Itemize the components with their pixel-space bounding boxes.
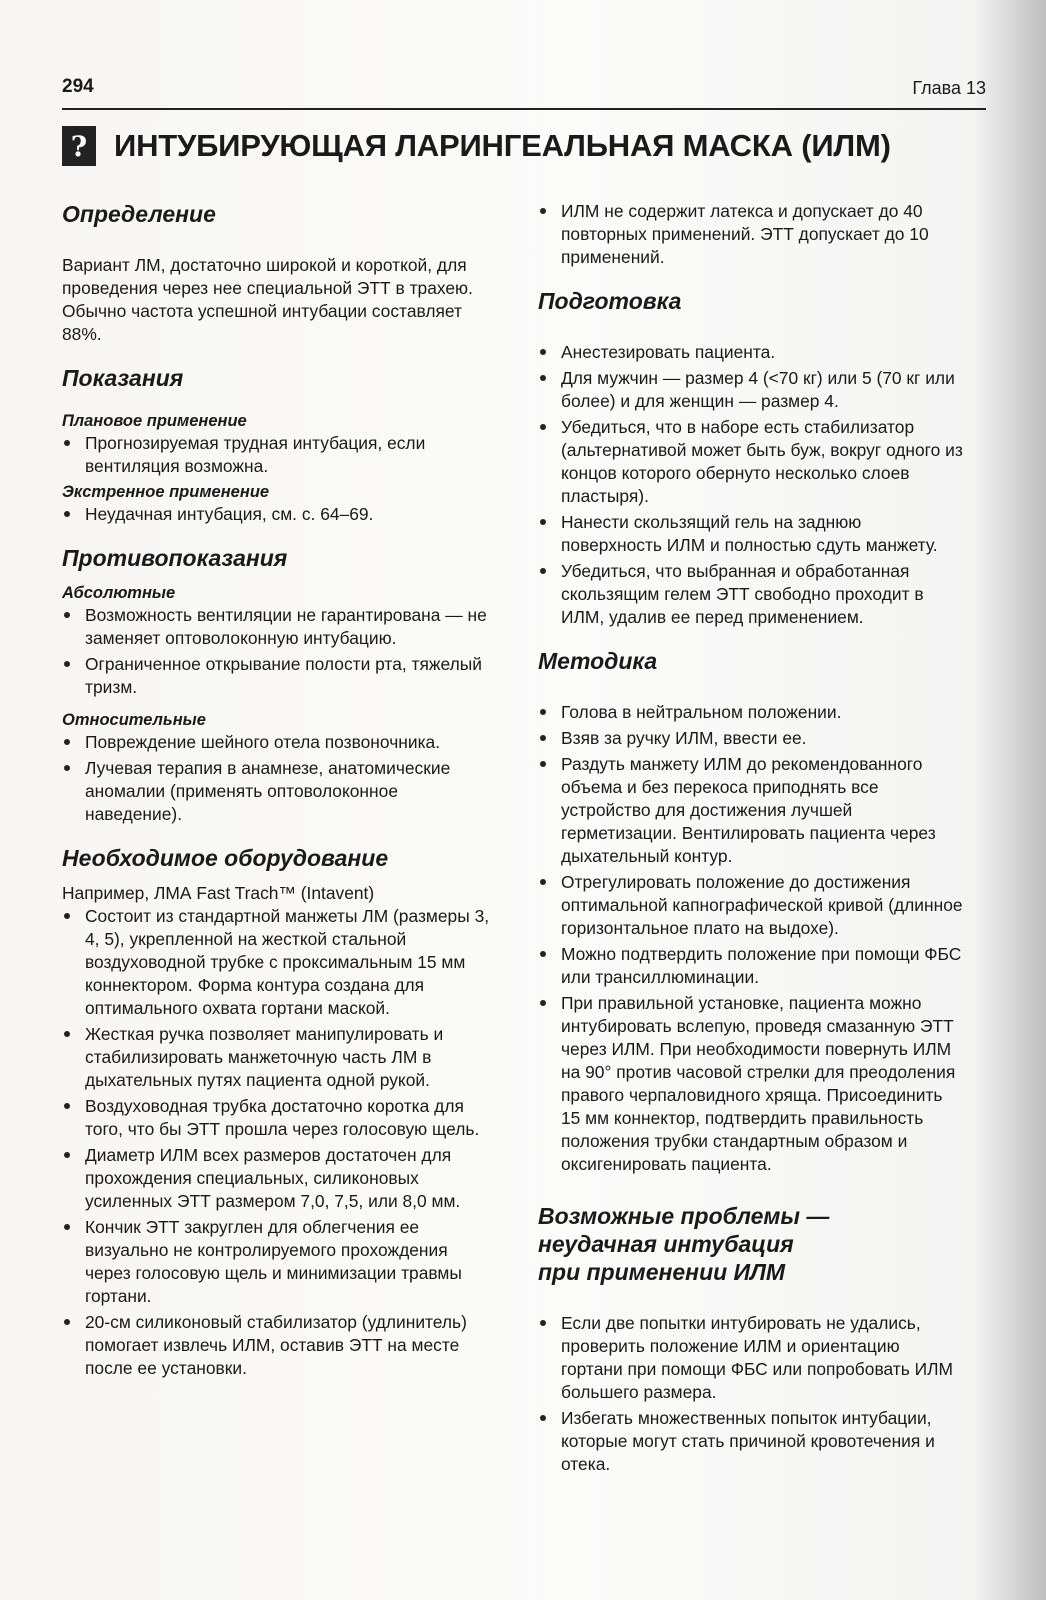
running-head (62, 74, 986, 110)
left-column (62, 200, 492, 1383)
relative-list (62, 731, 492, 826)
question-mark-icon: ? (62, 126, 96, 166)
list-item: Можно подтвердить положение при помощи ФБС или трансиллюминации. (538, 943, 966, 989)
section-title: ИНТУБИРУЮЩАЯ ЛАРИНГЕАЛЬНАЯ МАСКА (ИЛМ) (114, 128, 891, 163)
list-item: Убедиться, что в наборе есть стабилизатор (альтернативой может быть буж, вокруг одного из концов которого обернуто несколько слоев пластыря). (538, 416, 966, 508)
subheading-absolute: Абсолютные (62, 584, 176, 602)
list-item: Взяв за ручку ИЛМ, ввести ее. (538, 727, 966, 750)
list-item: Убедиться, что выбранная и обработанная скользящим гелем ЭТТ свободно проходит в ИЛМ, удалив ее перед применением. (538, 560, 966, 629)
list-item: Прогнозируемая трудная интубация, если вентиляция возможна. (62, 432, 492, 478)
list-item: Если две попытки интубировать не удались, проверить положение ИЛМ и ориентацию гортани при помощи ФБС или попробовать ИЛМ большего размера. (538, 1312, 966, 1404)
equipment-intro: Например, ЛМА Fast Trach™ (Intavent) (62, 883, 375, 903)
list-item: Жесткая ручка позволяет манипулировать и стабилизировать манжеточную часть ЛМ в дыхательных путях пациента одной рукой. (62, 1023, 492, 1092)
list-item: Состоит из стандартной манжеты ЛМ (размеры 3, 4, 5), укрепленной на жесткой стальной воздуховодной трубке с проксимальным 15 мм коннектором. Форма контура создана для оптимального охвата гортани маской. (62, 905, 492, 1020)
technique-list (538, 701, 966, 1176)
preparation-list (538, 341, 966, 629)
list-item: Повреждение шейного отела позвоночника. (62, 731, 492, 754)
list-item: Раздуть манжету ИЛМ до рекомендованного объема и без перекоса приподнять все устройство для достижения лучшей герметизации. Вентилировать пациента через дыхательный контур. (538, 753, 966, 868)
absolute-list (62, 604, 492, 699)
right-column (538, 200, 966, 1479)
heading-technique: Методика (538, 648, 658, 674)
list-item: Кончик ЭТТ закруглен для облегчения ее визуально не контролируемого прохождения через голосовую щель и минимизации травмы гортани. (62, 1216, 492, 1308)
subheading-relative: Относительные (62, 711, 206, 729)
list-item: При правильной установке, пациента можно интубировать вслепую, проведя смазанную ЭТТ через ИЛМ. При необходимости повернуть ИЛМ на 90° против часовой стрелки для преодоления правого черпаловидного хряща. Присоединить 15 мм коннектор, подтвердить правильность положения трубки стандартным образом и оксигенировать пациента. (538, 992, 966, 1176)
heading-problems-line3: при применении ИЛМ (538, 1259, 786, 1285)
heading-preparation: Подготовка (538, 288, 682, 314)
chapter-label: Глава 13 (912, 78, 986, 98)
list-item: Для мужчин — размер 4 (<70 кг) или 5 (70 кг или более) и для женщин — размер 4. (538, 367, 966, 413)
subheading-emergency: Экстренное применение (62, 483, 270, 501)
section-title-row (62, 126, 891, 166)
heading-contraindications: Противопоказания (62, 545, 288, 571)
heading-indications: Показания (62, 365, 184, 391)
list-item: Анестезировать пациента. (538, 341, 966, 364)
equipment-list (62, 905, 492, 1380)
list-item: Диаметр ИЛМ всех размеров достаточен для прохождения специальных, силиконовых усиленных ЭТТ размером 7,0, 7,5, или 8,0 мм. (62, 1144, 492, 1213)
list-item: Неудачная интубация, см. с. 64–69. (62, 503, 492, 526)
page-number: 294 (62, 76, 94, 97)
list-item: Отрегулировать положение до достижения оптимальной капнографической кривой (длинное горизонтальное плато на выдохе). (538, 871, 966, 940)
list-item: Возможность вентиляции не гарантирована — не заменяет оптоволоконную интубацию. (62, 604, 492, 650)
list-item: 20-см силиконовый стабилизатор (удлинитель) помогает извлечь ИЛМ, оставив ЭТТ на месте после ее установки. (62, 1311, 492, 1380)
heading-equipment: Необходимое оборудование (62, 845, 389, 871)
list-item: Лучевая терапия в анамнезе, анатомические аномалии (применять оптоволоконное наведение). (62, 757, 492, 826)
definition-text: Вариант ЛМ, достаточно широкой и короткой, для проведения через нее специальной ЭТТ в трахею. Обычно частота успешной интубации составляет 88%. (62, 255, 473, 344)
list-item: Голова в нейтральном положении. (538, 701, 966, 724)
list-item: ИЛМ не содержит латекса и допускает до 40 повторных применений. ЭТТ допускает до 10 применений. (538, 200, 966, 269)
list-item: Нанести скользящий гель на заднюю поверхность ИЛМ и полностью сдуть манжету. (538, 511, 966, 557)
heading-problems-line1: Возможные проблемы — (538, 1203, 830, 1229)
list-item: Ограниченное открывание полости рта, тяжелый тризм. (62, 653, 492, 699)
subheading-planned: Плановое применение (62, 412, 247, 430)
emergency-list (62, 503, 492, 526)
list-item: Воздуховодная трубка достаточно коротка для того, что бы ЭТТ прошла через голосовую щель. (62, 1095, 492, 1141)
planned-list (62, 432, 492, 478)
heading-problems-line2: неудачная интубация (538, 1231, 794, 1257)
heading-definition: Определение (62, 201, 216, 227)
latex-list (538, 200, 966, 269)
problems-list (538, 1312, 966, 1476)
list-item: Избегать множественных попыток интубации, которые могут стать причиной кровотечения и отека. (538, 1407, 966, 1476)
